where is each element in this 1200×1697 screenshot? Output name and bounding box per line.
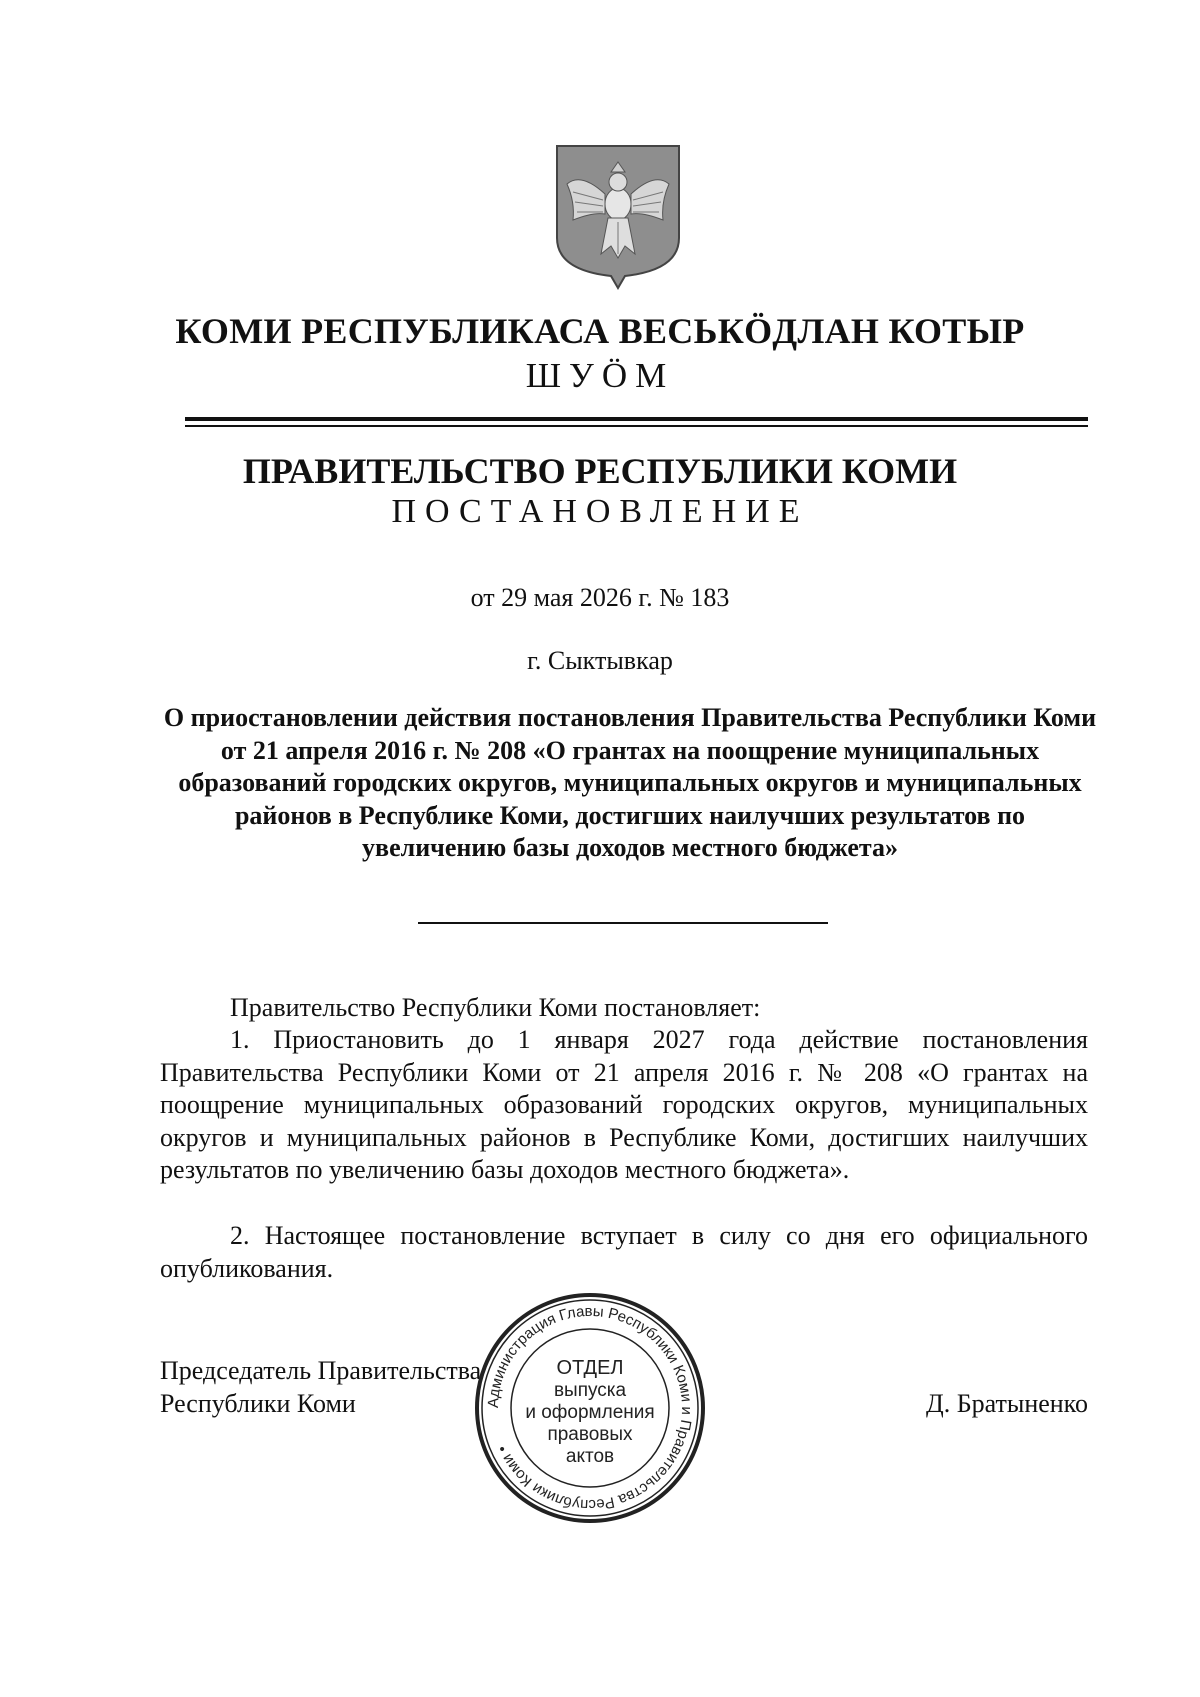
document-date-number: от 29 мая 2026 г. № 183 xyxy=(470,583,730,612)
header-divider-thick xyxy=(185,417,1088,421)
stamp-line-3: и оформления xyxy=(525,1402,655,1423)
signatory-position-line1: Председатель Правительства xyxy=(160,1356,482,1385)
stamp-ring-text: Администрация Главы Республики Коми и Правительства Республики Коми • xyxy=(484,1302,696,1514)
komi-document-type: ШУӦМ xyxy=(525,356,675,395)
document-city: г. Сыктывкар xyxy=(527,646,673,675)
body-item-1: 1. Приостановить до 1 января 2027 года действие постановления Правительства Республики Коми от 21 апреля 2016 г. № 208 «О грантах на поощрение муниципальных образований городских округов, муниципальных округов и муниципальных районов в Республике Коми, достигших наилучших результатов по увеличению базы доходов местного бюджета». xyxy=(160,1025,1088,1184)
official-stamp xyxy=(472,1290,708,1526)
header-divider-thin xyxy=(185,425,1088,427)
title-underline xyxy=(418,922,828,924)
komi-government-title: КОМИ РЕСПУБЛИКАСА ВЕСЬКӦДЛАН КОТЫР xyxy=(175,311,1025,351)
body-intro: Правительство Республики Коми постановляет: xyxy=(230,993,761,1022)
stamp-line-2: выпуска xyxy=(553,1380,627,1401)
body-item-2: 2. Настоящее постановление вступает в силу со дня его официального опубликования. xyxy=(160,1221,1088,1283)
coat-of-arms-icon xyxy=(553,142,683,290)
government-title: ПРАВИТЕЛЬСТВО РЕСПУБЛИКИ КОМИ xyxy=(242,451,958,491)
stamp-line-4: правовых xyxy=(547,1424,633,1445)
document-type: ПОСТАНОВЛЕНИЕ xyxy=(391,493,809,530)
document-title: О приостановлении действия постановления Правительства Республики Коми от 21 апреля 2016 г. № 208 «О грантах на поощрение муниципальных образований городских округов, муниципальных округов и муниципальных районов в Республике Коми, достигших наилучших результатов по увеличению базы доходов местного бюджета» xyxy=(163,703,1097,862)
stamp-line-1: ОТДЕЛ xyxy=(556,1357,624,1379)
signatory-name: Д. Братыненко xyxy=(925,1389,1088,1418)
stamp-line-5: актов xyxy=(565,1446,615,1467)
signatory-position-line2: Республики Коми xyxy=(160,1388,356,1418)
